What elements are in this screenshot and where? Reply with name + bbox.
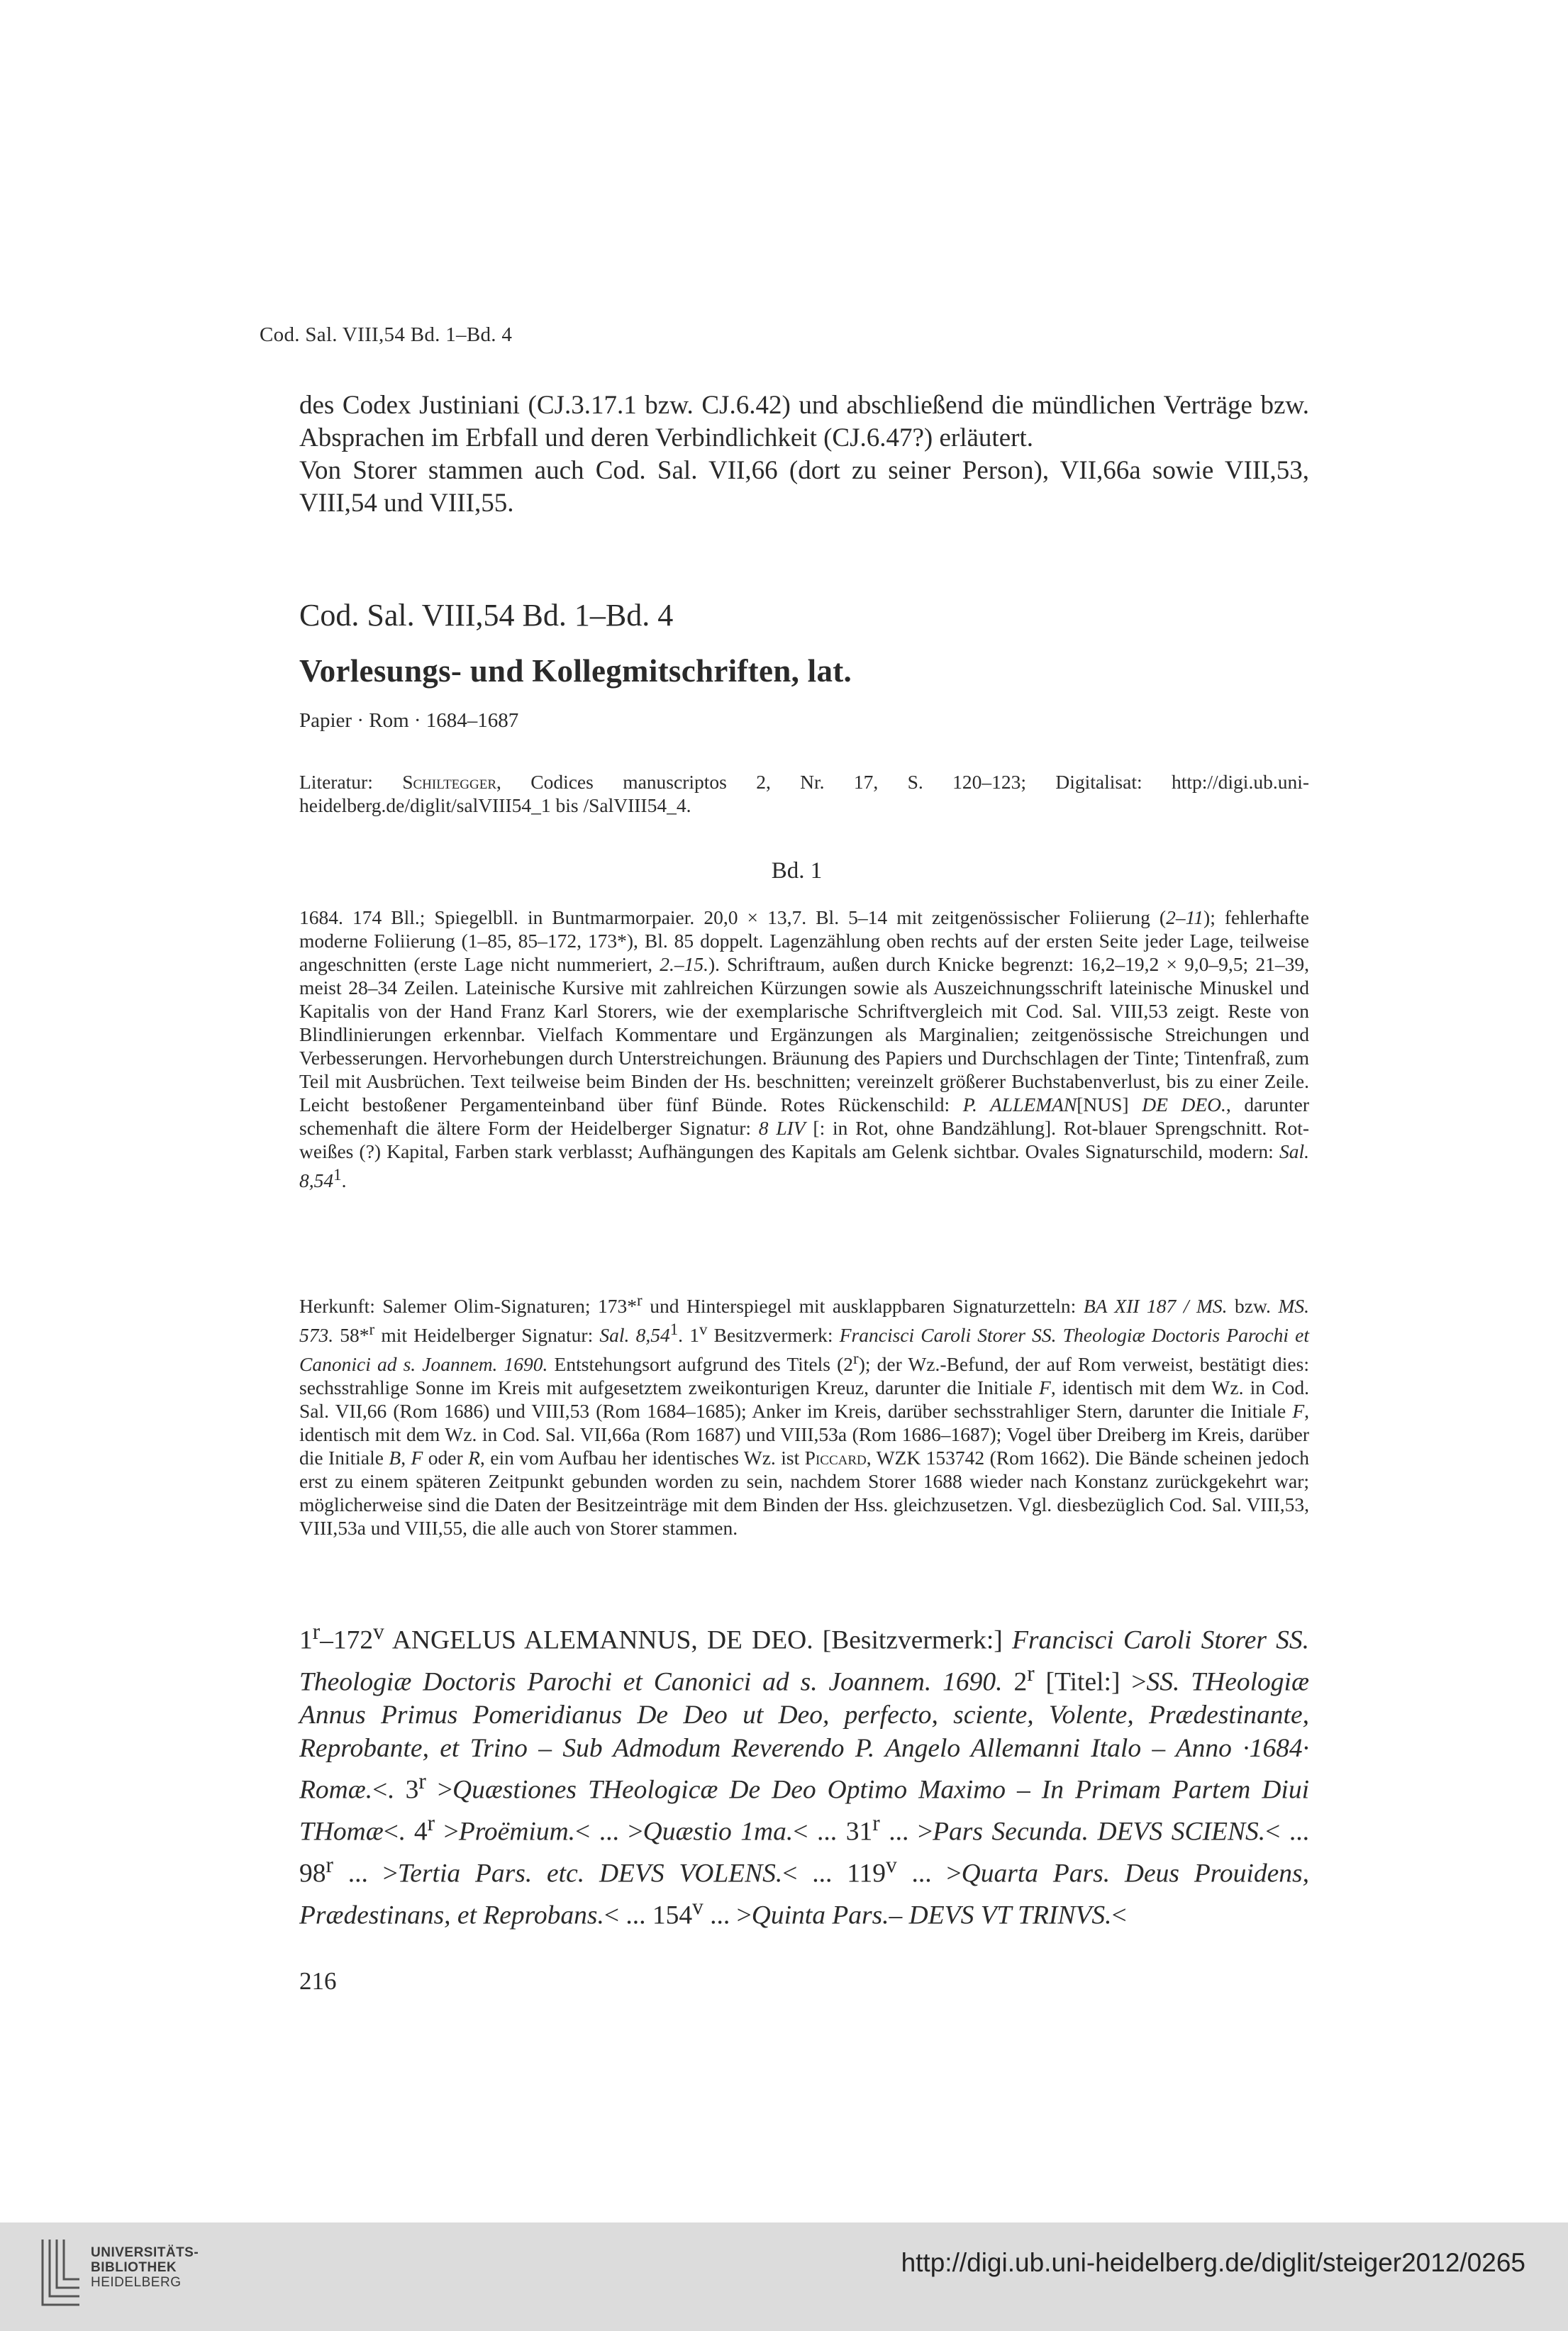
running-head: Cod. Sal. VIII,54 Bd. 1–Bd. 4 — [260, 323, 513, 346]
literature-author: Schiltegger — [402, 771, 497, 793]
library-logo-text: UNIVERSITÄTS- BIBLIOTHEK HEIDELBERG — [91, 2245, 199, 2290]
entry-title: Vorlesungs- und Kollegmitschriften, lat. — [299, 653, 852, 689]
intro-paragraph — [299, 389, 1309, 520]
piccard-reference: Piccard — [804, 1447, 867, 1469]
codicological-description: 1684. 174 Bll.; Spiegelbll. in Buntmarmorpaier. 20,0 × 13,7. Bl. 5–14 mit zeitgenössischer Foliierung (2–11); fehlerhafte moderne Foliierung (1–85, 85–172, 173*), Bl. 85 doppelt. Lagenzählung oben rechts auf der ersten Seite jeder Lage, teilweise angeschnitten (erste Lage nicht nummeriert, 2.–15.). Schriftraum, außen durch Knicke begrenzt: 16,2–19,2 × 9,0–9,5; 21–39, meist 28–34 Zeilen. Lateinische Kursive mit zahlreichen Kürzungen sowie als Auszeichnungsschrift lateinische Minuskel und Kapitalis von der Hand Franz Karl Storers, wie der exemplarische Schriftvergleich mit Cod. Sal. VIII,53 zeigt. Reste von Blindlinierungen erkennbar. Vielfach Kommentare und Ergänzungen als Marginalien; zeitgenössische Streichungen und Verbesserungen. Hervorhebungen durch Unterstreichungen. Bräunung des Papiers und Durchschlagen der Tinte; Tintenfraß, zum Teil mit Ausbrüchen. Text teilweise beim Binden der Hs. beschnitten; vereinzelt größerer Buchstabenverlust, bis zu einer Zeile. Leicht bestoßener Pergamenteinband über fünf Bünde. Rotes Rückenschild: P. ALLEMAN[NUS] DE DEO., darunter schemenhaft die ältere Form der Heidelberger Signatur: 8 LIV [: in Rot, ohne Bandzählung]. Rot-blauer Sprengschnitt. Rot-weißes (?) Kapital, Farben stark verblasst; Aufhängungen des Kapitals am Gelenk sichtbar. Ovales Signaturschild, modern: Sal. 8,54$^1$. — [299, 906, 1310, 1192]
provenance-paragraph: Herkunft: Salemer Olim-Signaturen; 173*$^r$ und Hinterspiegel mit ausklappbaren Signaturzetteln: BA XII 187 / MS. bzw. MS. 573. 58*$^r$ mit Heidelberger Signatur: Sal. 8,54$^1$. 1$^v$ Besitzvermerk: Francisci Caroli Storer SS. Theologiæ Doctoris Parochi et Canonici ad s. Joannem. 1690. Entstehungsort aufgrund des Titels (2$^r$); der Wz.-Befund, der auf Rom verweist, bestätigt dies: sechsstrahlige Sonne im Kreis mit aufgesetztem zweikonturigen Kreuz, darunter die Initiale F, identisch mit dem Wz. in Cod. Sal. VII,66 (Rom 1686) und VIII,53 (Rom 1684–1685); Anker im Kreis, darüber sechsstrahliger Stern, darunter die Initiale F, identisch mit dem Wz. in Cod. Sal. VII,66a (Rom 1687) und VIII,53a (Rom 1686–1687); Vogel über Dreiberg im Kreis, darüber die Initiale B, F oder R, ein vom Aufbau her identisches Wz. ist Piccard, WZK 153742 (Rom 1662). Die Bände scheinen jedoch erst zu einem späteren Zeitpunkt gebunden worden zu sein, nachdem Storer 1688 wieder nach Konstanz zurückgekehrt war; möglicherweise sind die Daten der Besitzeinträge mit dem Binden der Hss. gleichzusetzen. Vgl. diesbezüglich Cod. Sal. VIII,53, VIII,53a und VIII,55, die alle auch von Storer stammen. — [299, 1291, 1310, 1540]
page-number: 216 — [299, 1967, 337, 1995]
volume-heading: Bd. 1 — [771, 858, 823, 884]
source-url-link[interactable]: http://digi.ub.uni-heidelberg.de/diglit/steiger2012/0265 — [901, 2248, 1525, 2277]
intro-line-1: des Codex Justiniani (CJ.3.17.1 bzw. CJ.6.42) und abschließend die mündlichen Verträge bzw. Absprachen im Erbfall und deren Verbindlichkeit (CJ.6.47?) erläutert. — [299, 391, 1309, 452]
literature-note: Literatur: Schiltegger, Codices manuscriptos 2, Nr. 17, S. 120–123; Digitalisat: http://digi.ub.uni-heidelberg.de/diglit/salVIII54_1 bis /SalVIII54_4. — [299, 771, 1309, 816]
library-logo-icon — [37, 2234, 87, 2312]
intro-line-2: Von Storer stammen auch Cod. Sal. VII,66 (dort zu seiner Person), VII,66a sowie VIII,53, VIII,54 und VIII,55. — [299, 456, 1309, 518]
entry-signature: Cod. Sal. VIII,54 Bd. 1–Bd. 4 — [299, 598, 674, 633]
contents-paragraph: 1$^r$–172$^v$ ANGELUS ALEMANNUS, DE DEO. [Besitzvermerk:] Francisci Caroli Storer SS. Theologiæ Doctoris Parochi et Canonici ad s. Joannem. 1690. 2$^r$ [Titel:] >SS. THeologiæ Annus Primus Pomeridianus De Deo ut Deo, perfecto, sciente, Volente, Prædestinante, Reprobante, et Trino – Sub Admodum Reverendo P. Angelo Allemanni Italo – Anno ·1684· Romæ.<. $3^r$ >Quæstiones THeologicæ De Deo Optimo Maximo – In Primam Partem Diui THomæ<. $4^r$ >Proëmium.< ... >Quæstio 1ma.< ... 31$^r$ ... >Pars Secunda. DEVS SCIENS.< ... 98$^r$ ... >Tertia Pars. etc. DEVS VOLENS.< ... 119$^v$ ... >Quarta Pars. Deus Prouidens, Prædestinans, et Reprobans.< ... 154$^v$ ... >Quinta Pars.– DEVS VT TRINVS.< — [299, 1619, 1309, 1930]
entry-subtitle: Papier · Rom · 1684–1687 — [299, 709, 519, 732]
